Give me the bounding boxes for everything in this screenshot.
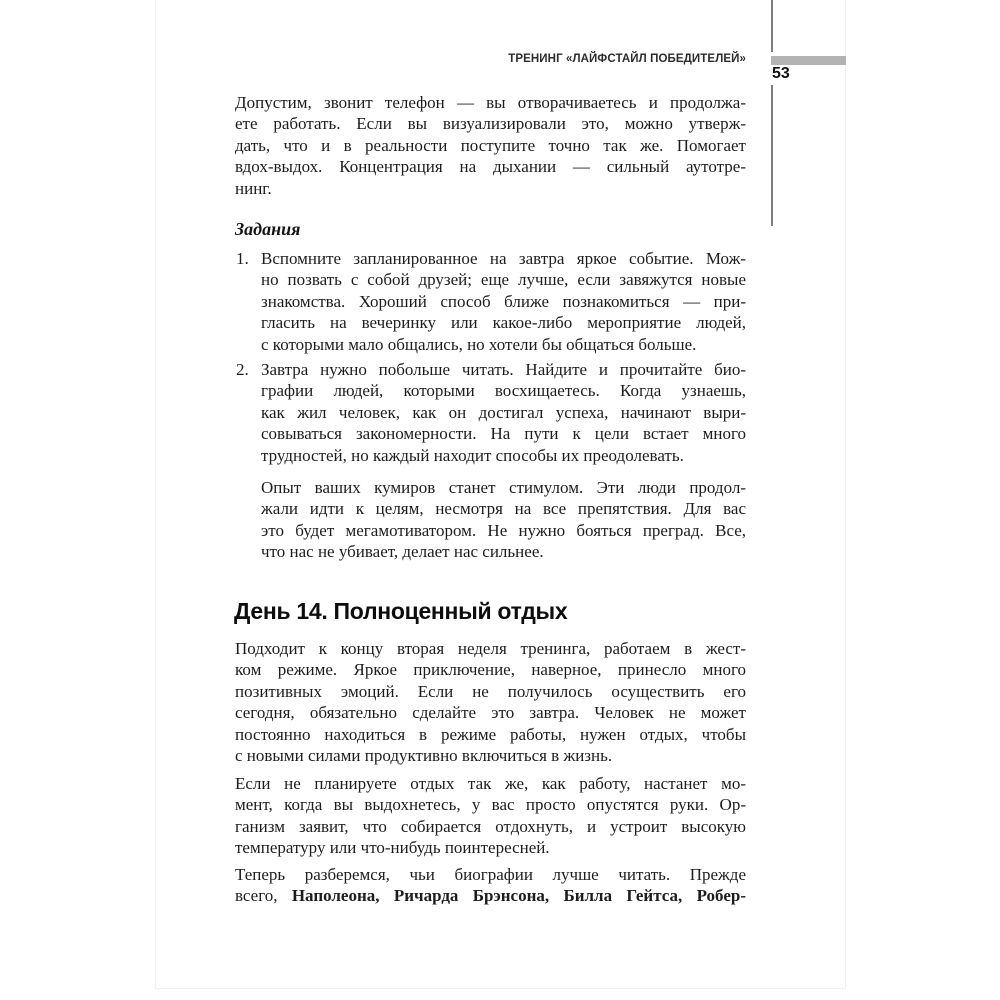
page-edge-right bbox=[845, 0, 846, 988]
running-head: ТРЕНИНГ «ЛАЙФСТАЙЛ ПОБЕДИТЕЛЕЙ» bbox=[508, 53, 746, 65]
text-line: температуру или что-нибудь поинтересней. bbox=[235, 838, 550, 858]
text-line: трудностей, но каждый находит способы их преодолевать. bbox=[261, 445, 684, 465]
task-list bbox=[235, 248, 746, 567]
text-line: совываться закономерности. На пути к цели встает много bbox=[261, 424, 746, 444]
chapter-marker-bar bbox=[771, 56, 846, 65]
text-line: но позвать с собой друзей; еще лучше, если завяжутся новые bbox=[261, 270, 746, 290]
text-segment bbox=[380, 886, 394, 905]
text-line: сегодня, обязательно сделайте это завтра. Человек не может bbox=[235, 703, 746, 723]
section-heading: День 14. Полноценный отдых bbox=[234, 598, 568, 624]
text-line: знакомства. Хороший способ ближе познакомиться — при- bbox=[261, 291, 746, 311]
text-segment: всего, bbox=[235, 886, 292, 906]
text-line: Допустим, звонит телефон — вы отворачиваетесь и продолжа- bbox=[235, 93, 746, 112]
text-line: что нас не убивает, делает нас сильнее. bbox=[261, 542, 544, 562]
text-line: графии людей, которыми восхищаетесь. Когда узнаешь, bbox=[261, 381, 746, 401]
body-paragraph-2 bbox=[235, 773, 746, 859]
text-line: ганизм заявит, что собирается отдохнуть, и устроит высокую bbox=[235, 816, 746, 836]
page-number: 53 bbox=[772, 65, 790, 82]
text-line: это будет мегамотиватором. Не нужно бояться преград. Все, bbox=[261, 520, 746, 540]
body-paragraph-3 bbox=[235, 864, 746, 907]
text-line: вдох-выдох. Концентрация на дыхании — сильный аутотре- bbox=[235, 157, 746, 177]
text-line: Завтра нужно побольше читать. Найдите и прочитайте био- bbox=[261, 360, 746, 380]
margin-rule-top bbox=[771, 0, 773, 52]
text-line: дать, что и в реальности поступите точно так же. Помогает bbox=[235, 135, 746, 155]
text-line: ком режиме. Яркое приключение, наверное, принесло много bbox=[235, 660, 746, 680]
text-segment bbox=[549, 886, 563, 905]
text-line: ете работать. Если вы визуализировали это, можно утверж- bbox=[235, 114, 746, 134]
text-line bbox=[235, 885, 746, 906]
text-line: Подходит к концу вторая неделя тренинга, работаем в жест- bbox=[235, 639, 746, 658]
text-segment bbox=[682, 886, 696, 905]
text-line: Теперь разберемся, чьи биографии лучше читать. Прежде bbox=[235, 865, 746, 884]
text-line: постоянно находиться в режиме работы, нужен отдых, чтобы bbox=[235, 724, 746, 744]
task-item-1 bbox=[235, 248, 746, 355]
tasks-heading: Задания bbox=[235, 219, 301, 239]
task-text bbox=[261, 248, 746, 355]
bold-name-text: Робер- bbox=[696, 886, 746, 906]
text-line: с новыми силами продуктивно включиться в жизнь. bbox=[235, 746, 613, 766]
text-line: нинг. bbox=[235, 178, 272, 198]
body-paragraph-1 bbox=[235, 638, 746, 766]
margin-rule-bottom bbox=[771, 85, 773, 226]
task-item-2 bbox=[235, 359, 746, 563]
task-extra-paragraph bbox=[261, 477, 746, 563]
text-line: как жил человек, как он достигал успеха, начинают выри- bbox=[261, 402, 746, 422]
text-line: гласить на вечеринку или какое-либо мероприятие людей, bbox=[261, 313, 746, 333]
task-number: 2. bbox=[236, 360, 249, 380]
bold-name-text: Наполеона, bbox=[291, 886, 380, 906]
intro-paragraph bbox=[235, 92, 746, 199]
text-line: Если не планируете отдых так же, как работу, настанет мо- bbox=[235, 774, 746, 793]
text-line: жали идти к целям, несмотря на все препятствия. Для вас bbox=[261, 499, 746, 519]
text-line: мент, когда вы выдохнетесь, у вас просто опустятся руки. Ор- bbox=[235, 795, 746, 815]
task-text bbox=[261, 359, 746, 466]
bold-name-text: Ричарда Брэнсона, bbox=[393, 886, 550, 906]
task-number: 1. bbox=[236, 249, 249, 268]
text-line: Опыт ваших кумиров станет стимулом. Эти люди продол- bbox=[261, 478, 746, 498]
page-edge-bottom bbox=[155, 988, 846, 989]
text-line: позитивных эмоций. Если не получилось осуществить его bbox=[235, 681, 746, 701]
text-line: Вспомните запланированное на завтра яркое событие. Мож- bbox=[261, 249, 746, 268]
bold-name-text: Билла Гейтса, bbox=[563, 886, 683, 906]
text-line: с которыми мало общались, но хотели бы общаться больше. bbox=[261, 334, 697, 354]
page-edge-left bbox=[155, 0, 156, 988]
